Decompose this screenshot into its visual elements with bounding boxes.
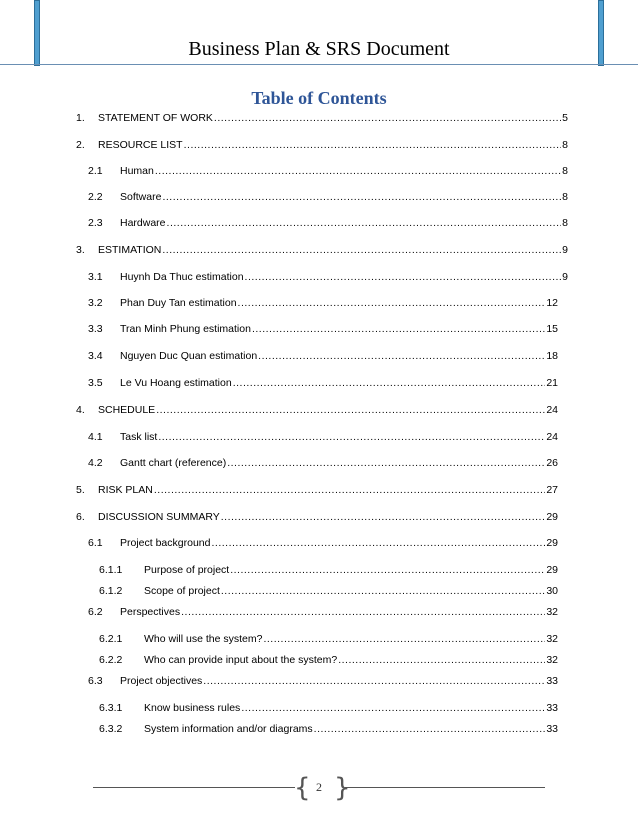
toc-entry[interactable] xyxy=(99,584,558,598)
toc-entry-title: Project objectives xyxy=(120,675,203,687)
toc-entry-number: 6.2.2 xyxy=(99,654,123,666)
toc-entry-number: 6.2 xyxy=(88,606,103,618)
toc-entry-page: 27 xyxy=(546,484,558,496)
toc-entry-number: 6.1.2 xyxy=(99,585,123,597)
toc-dot-leader xyxy=(221,584,545,598)
toc-entry[interactable] xyxy=(88,376,558,390)
toc-entry-page: 8 xyxy=(562,139,568,151)
toc-entry-title: Huynh Da Thuc estimation xyxy=(120,271,244,283)
toc-dot-leader xyxy=(156,403,545,417)
toc-entry-page: 30 xyxy=(546,585,558,597)
toc-entry-number: 3. xyxy=(76,244,85,256)
toc-entry-page: 9 xyxy=(562,244,568,256)
toc-entry-number: 1. xyxy=(76,112,85,124)
toc-entry-page: 9 xyxy=(562,271,568,283)
toc-entry-page: 15 xyxy=(546,323,558,335)
toc-entry-title: System information and/or diagrams xyxy=(144,723,313,735)
toc-entry-title: Know business rules xyxy=(144,702,241,714)
toc-entry[interactable] xyxy=(76,510,558,524)
toc-dot-leader xyxy=(221,510,546,524)
toc-entry-title: Nguyen Duc Quan estimation xyxy=(120,350,258,362)
toc-dot-leader xyxy=(233,376,546,390)
toc-entry[interactable] xyxy=(99,563,558,577)
toc-entry-title: Who can provide input about the system? xyxy=(144,654,338,666)
toc-entry[interactable] xyxy=(76,111,568,125)
header-rule xyxy=(0,64,638,65)
toc-heading: Table of Contents xyxy=(251,88,387,108)
toc-entry[interactable] xyxy=(76,483,558,497)
footer-right-rule xyxy=(345,787,545,788)
toc-entry-page: 32 xyxy=(546,654,558,666)
toc-dot-leader xyxy=(338,653,545,667)
toc-entry[interactable] xyxy=(88,430,558,444)
toc-dot-leader xyxy=(245,270,562,284)
toc-entry-title: Project background xyxy=(120,537,211,549)
toc-entry-number: 4. xyxy=(76,404,85,416)
toc-entry-title: Task list xyxy=(120,431,158,443)
toc-dot-leader xyxy=(154,483,545,497)
toc-dot-leader xyxy=(184,138,562,152)
toc-entry-number: 4.2 xyxy=(88,457,103,469)
footer-left-rule xyxy=(93,787,295,788)
toc-dot-leader xyxy=(314,722,546,736)
toc-dot-leader xyxy=(214,111,561,125)
toc-dot-leader xyxy=(211,536,545,550)
toc-entry-page: 8 xyxy=(562,217,568,229)
toc-entry[interactable] xyxy=(88,674,558,688)
toc-entry[interactable] xyxy=(88,322,558,336)
toc-entry-title: ESTIMATION xyxy=(98,244,162,256)
toc-entry[interactable] xyxy=(99,701,558,715)
toc-entry-title: Phan Duy Tan estimation xyxy=(120,297,237,309)
toc-entry[interactable] xyxy=(99,722,558,736)
toc-entry-number: 2.1 xyxy=(88,165,103,177)
toc-dot-leader xyxy=(258,349,545,363)
toc-entry-title: STATEMENT OF WORK xyxy=(98,112,213,124)
toc-entry-title: Software xyxy=(120,191,162,203)
toc-entry-number: 5. xyxy=(76,484,85,496)
toc-entry-title: Hardware xyxy=(120,217,166,229)
page-number: 2 xyxy=(316,780,322,794)
toc-entry[interactable] xyxy=(88,536,558,550)
toc-entry-page: 26 xyxy=(546,457,558,469)
toc-dot-leader xyxy=(263,632,545,646)
toc-entry[interactable] xyxy=(99,653,558,667)
toc-entry-title: Purpose of project xyxy=(144,564,230,576)
toc-entry-number: 3.5 xyxy=(88,377,103,389)
toc-entry-number: 6.1 xyxy=(88,537,103,549)
toc-dot-leader xyxy=(162,243,561,257)
toc-entry-page: 24 xyxy=(546,431,558,443)
toc-entry-page: 29 xyxy=(546,564,558,576)
toc-entry-page: 21 xyxy=(546,377,558,389)
toc-entry-page: 29 xyxy=(546,511,558,523)
toc-entry[interactable] xyxy=(76,403,558,417)
toc-entry-number: 2.2 xyxy=(88,191,103,203)
footer-right-bracket: } xyxy=(334,773,351,803)
toc-entry-title: Gantt chart (reference) xyxy=(120,457,227,469)
header-title: Business Plan & SRS Document xyxy=(188,38,450,60)
toc-entry-page: 8 xyxy=(562,191,568,203)
toc-dot-leader xyxy=(155,164,561,178)
toc-entry-page: 8 xyxy=(562,165,568,177)
toc-entry-number: 2. xyxy=(76,139,85,151)
toc-dot-leader xyxy=(238,296,546,310)
toc-entry-page: 33 xyxy=(546,675,558,687)
toc-dot-leader xyxy=(162,190,561,204)
toc-entry-page: 32 xyxy=(546,633,558,645)
toc-dot-leader xyxy=(227,456,545,470)
toc-entry[interactable] xyxy=(88,605,558,619)
toc-entry-number: 3.2 xyxy=(88,297,103,309)
toc-entry-number: 6. xyxy=(76,511,85,523)
toc-entry-page: 5 xyxy=(562,112,568,124)
toc-entry-number: 6.1.1 xyxy=(99,564,123,576)
toc-entry-title: Who will use the system? xyxy=(144,633,263,645)
toc-entry-title: SCHEDULE xyxy=(98,404,156,416)
toc-entry-number: 6.2.1 xyxy=(99,633,123,645)
toc-entry-number: 6.3.2 xyxy=(99,723,123,735)
toc-entry[interactable] xyxy=(88,190,568,204)
toc-entry-page: 32 xyxy=(546,606,558,618)
toc-entry-title: Perspectives xyxy=(120,606,181,618)
toc-dot-leader xyxy=(230,563,545,577)
toc-dot-leader xyxy=(203,674,545,688)
toc-entry-title: Tran Minh Phung estimation xyxy=(120,323,251,335)
toc-entry-title: RESOURCE LIST xyxy=(98,139,183,151)
toc-entry[interactable] xyxy=(88,270,568,284)
toc-entry-number: 3.4 xyxy=(88,350,103,362)
toc-entry-number: 6.3.1 xyxy=(99,702,123,714)
toc-dot-leader xyxy=(158,430,545,444)
toc-entry-number: 4.1 xyxy=(88,431,103,443)
footer-left-bracket: { xyxy=(294,773,311,803)
toc-entry-number: 2.3 xyxy=(88,217,103,229)
toc-entry[interactable] xyxy=(88,456,558,470)
toc-entry-page: 12 xyxy=(546,297,558,309)
toc-entry[interactable] xyxy=(76,243,568,257)
toc-entry-title: DISCUSSION SUMMARY xyxy=(98,511,220,523)
toc-dot-leader xyxy=(181,605,545,619)
toc-entry[interactable] xyxy=(88,216,568,230)
toc-dot-leader xyxy=(241,701,545,715)
toc-dot-leader xyxy=(167,216,562,230)
toc-entry-page: 33 xyxy=(546,723,558,735)
toc-entry[interactable] xyxy=(88,164,568,178)
toc-entry-number: 3.1 xyxy=(88,271,103,283)
toc-entry-number: 3.3 xyxy=(88,323,103,335)
toc-entry[interactable] xyxy=(88,349,558,363)
toc-entry-title: Le Vu Hoang estimation xyxy=(120,377,232,389)
toc-dot-leader xyxy=(252,322,545,336)
toc-entry-title: RISK PLAN xyxy=(98,484,153,496)
toc-entry-title: Human xyxy=(120,165,154,177)
toc-entry[interactable] xyxy=(88,296,558,310)
toc-entry-title: Scope of project xyxy=(144,585,220,597)
toc-entry[interactable] xyxy=(99,632,558,646)
toc-entry-number: 6.3 xyxy=(88,675,103,687)
toc-entry-page: 18 xyxy=(546,350,558,362)
toc-entry[interactable] xyxy=(76,138,568,152)
toc-entry-page: 33 xyxy=(546,702,558,714)
toc-entry-page: 24 xyxy=(546,404,558,416)
toc-entry-page: 29 xyxy=(546,537,558,549)
